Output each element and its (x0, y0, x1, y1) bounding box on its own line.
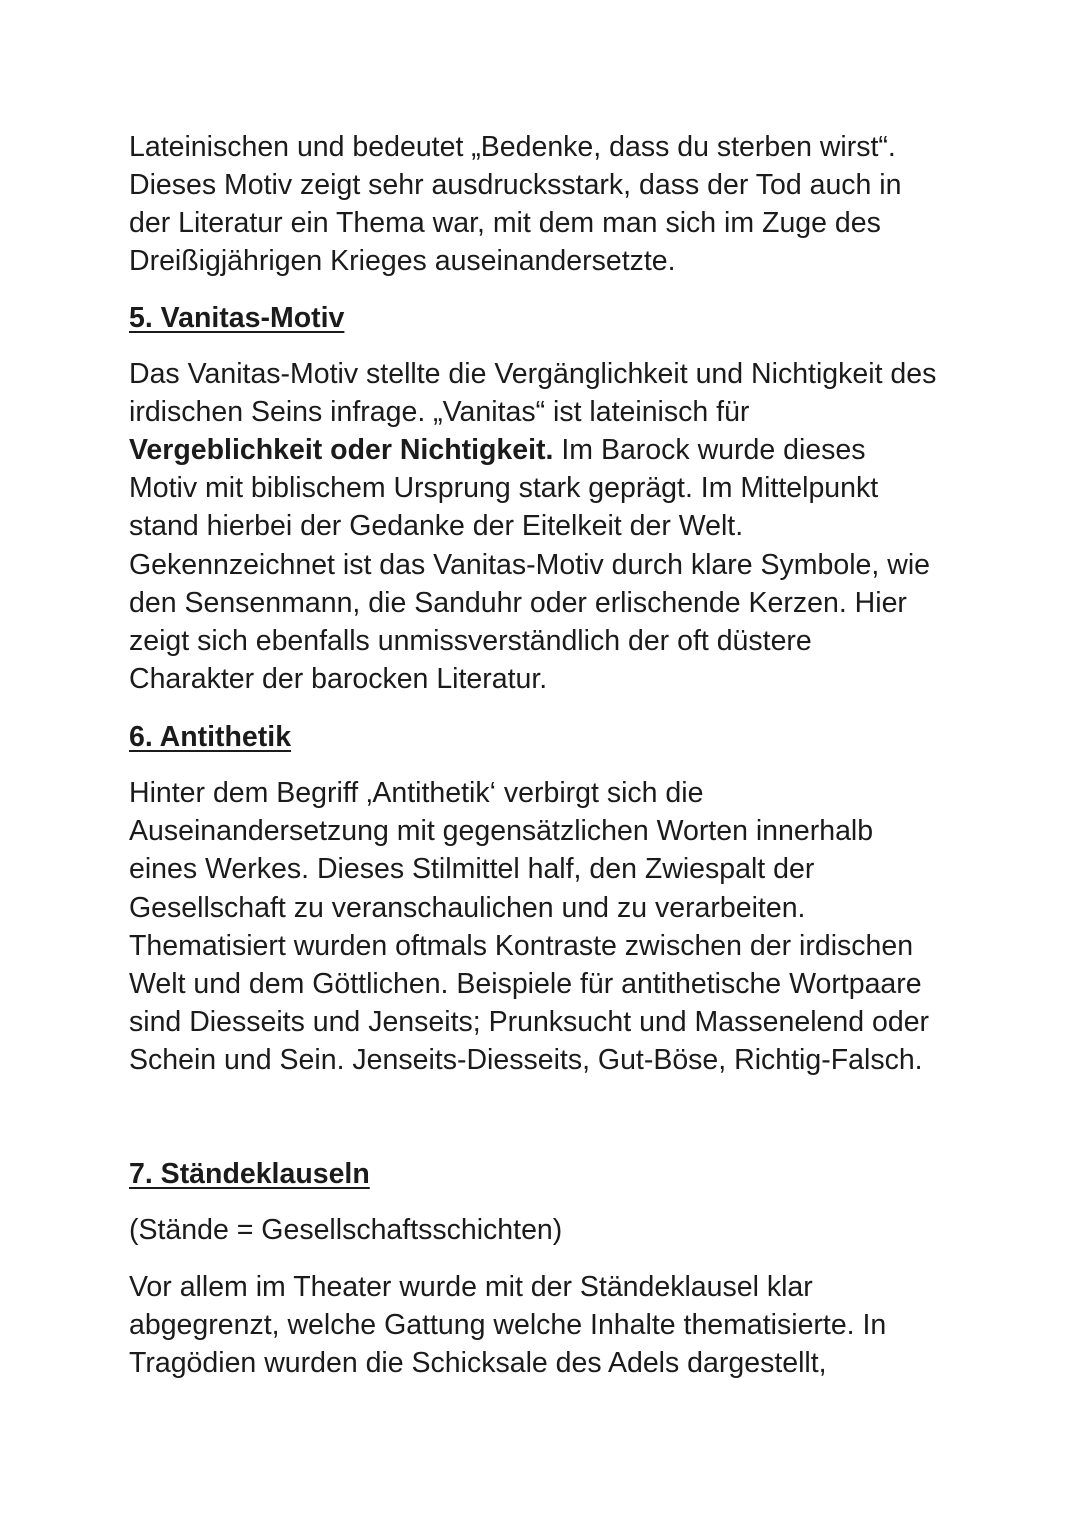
bold-phrase: Vergeblichkeit oder Nichtigkeit. (129, 434, 554, 466)
text-line: Motiv mit biblischem Ursprung stark geprägt. Im Mittelpunkt (129, 472, 879, 504)
text-line: Schein und Sein. Jenseits-Diesseits, Gut-Böse, Richtig-Falsch. (129, 1044, 923, 1076)
text-line: den Sensenmann, die Sanduhr oder erlischende Kerzen. Hier (129, 587, 907, 619)
text-line: Hinter dem Begriff ‚Antithetik‘ verbirgt sich die (129, 777, 704, 809)
text-line: eines Werkes. Dieses Stilmittel half, den Zwiespalt der (129, 853, 815, 885)
text-line: Gesellschaft zu veranschaulichen und zu verarbeiten. (129, 892, 806, 924)
section-note: (Stände = Gesellschaftsschichten) (129, 1214, 563, 1246)
section-heading-antithetik: 6. Antithetik (129, 721, 292, 753)
text-line: sind Diesseits und Jenseits; Prunksucht und Massenelend oder (129, 1006, 930, 1038)
text-run: Im Barock wurde dieses (553, 434, 866, 466)
text-line: irdischen Seins infrage. „Vanitas“ ist lateinisch für (129, 396, 750, 428)
text-line: Gekennzeichnet ist das Vanitas-Motiv durch klare Symbole, wie (129, 549, 931, 581)
text-line: Vor allem im Theater wurde mit der Ständeklausel klar (129, 1271, 813, 1303)
text-line: Das Vanitas-Motiv stellte die Vergänglichkeit und Nichtigkeit des (129, 358, 937, 390)
text-line: Welt und dem Göttlichen. Beispiele für antithetische Wortpaare (129, 968, 922, 1000)
text-line: Tragödien wurden die Schicksale des Adels dargestellt, (129, 1347, 827, 1379)
text-line: Lateinischen und bedeutet „Bedenke, dass du sterben wirst“. (129, 131, 896, 163)
text-line: Auseinandersetzung mit gegensätzlichen Worten innerhalb (129, 815, 874, 847)
text-line: der Literatur ein Thema war, mit dem man sich im Zuge des (129, 207, 881, 239)
text-line: Thematisiert wurden oftmals Kontraste zwischen der irdischen (129, 930, 914, 962)
section-heading-staendeklauseln: 7. Ständeklauseln (129, 1158, 370, 1190)
section-heading-vanitas: 5. Vanitas-Motiv (129, 302, 345, 334)
text-line: Dieses Motiv zeigt sehr ausdrucksstark, dass der Tod auch in (129, 169, 902, 201)
text-line: abgegrenzt, welche Gattung welche Inhalte thematisierte. In (129, 1309, 887, 1341)
text-line: zeigt sich ebenfalls unmissverständlich der oft düstere (129, 625, 812, 657)
text-line: Charakter der barocken Literatur. (129, 663, 548, 695)
text-line: stand hierbei der Gedanke der Eitelkeit der Welt. (129, 510, 744, 542)
text-line: Dreißigjährigen Krieges auseinandersetzte. (129, 245, 676, 277)
text-line (129, 431, 866, 469)
